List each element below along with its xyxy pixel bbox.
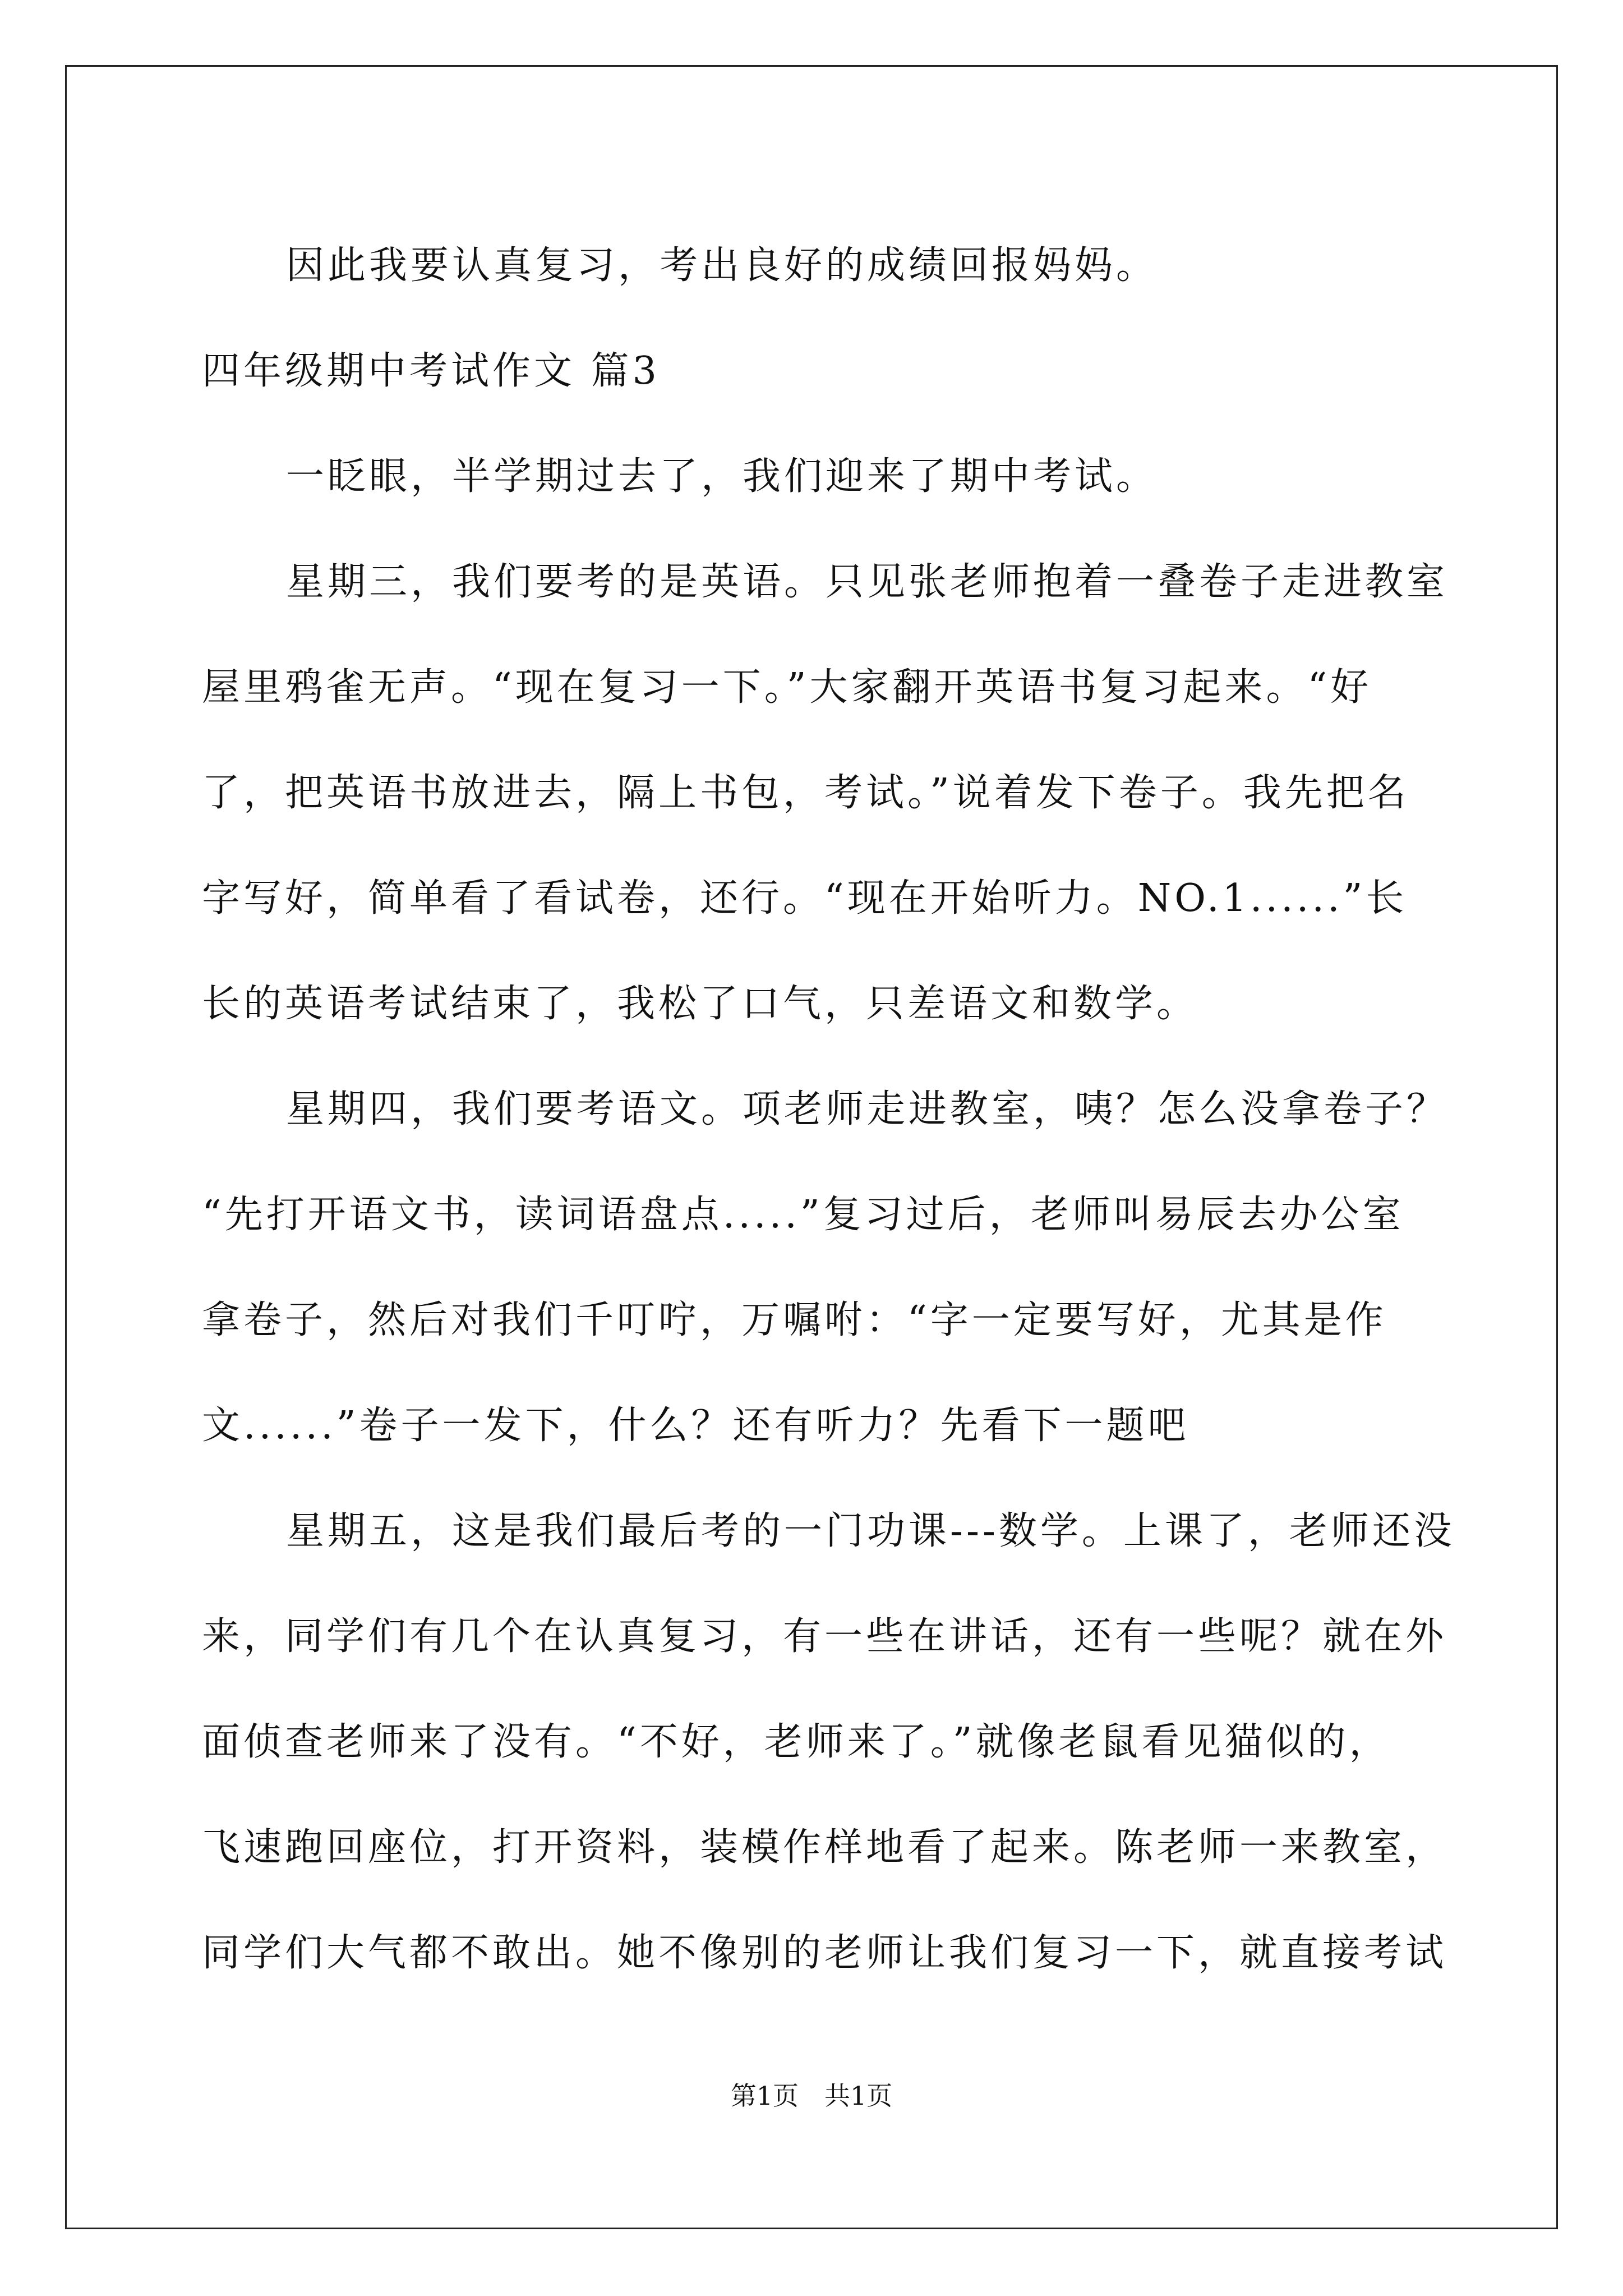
- section-heading: 四年级期中考试作文 篇3: [202, 349, 660, 393]
- text-line: 星期三，我们要考的是英语。只见张老师抱着一叠卷子走进教室: [286, 560, 1449, 604]
- text-line: 长的英语考试结束了，我松了口气，只差语文和数学。: [202, 982, 1198, 1026]
- text-line: 来，同学们有几个在认真复习，有一些在讲话，还有一些呢？就在外: [202, 1614, 1447, 1659]
- text-line: 同学们大气都不敢出。她不像别的老师让我们复习一下，就直接考试: [202, 1931, 1447, 1975]
- text-line: 拿卷子，然后对我们千叮咛，万嘱咐：“字一定要写好，尤其是作: [202, 1298, 1387, 1342]
- text-line: 屋里鸦雀无声。“现在复习一下。”大家翻开英语书复习起来。“好: [202, 665, 1372, 710]
- text-line: 一眨眼，半学期过去了，我们迎来了期中考试。: [286, 454, 1158, 499]
- text-line: “先打开语文书，读词语盘点.....”复习过后，老师叫易辰去办公室: [202, 1193, 1404, 1237]
- text-line: 面侦查老师来了没有。“不好，老师来了。”就像老鼠看见猫似的，: [202, 1720, 1391, 1764]
- document-body: [202, 213, 1455, 2006]
- text-line: 星期四，我们要考语文。项老师走进教室，咦？怎么没拿卷子？: [286, 1087, 1449, 1131]
- text-line: 因此我要认真复习，考出良好的成绩回报妈妈。: [286, 243, 1158, 288]
- text-line: 文......”卷子一发下，什么？还有听力？先看下一题吧: [202, 1404, 1189, 1448]
- text-line: 星期五，这是我们最后考的一门功课---数学。上课了，老师还没: [286, 1509, 1455, 1553]
- page-number: 第1页 共1页: [730, 2081, 893, 2111]
- text-line: 字写好，简单看了看试卷，还行。“现在开始听力。NO.1......”长: [202, 876, 1408, 921]
- text-line: 飞速跑回座位，打开资料，装模作样地看了起来。陈老师一来教室，: [202, 1825, 1447, 1870]
- text-line: 了，把英语书放进去，隔上书包，考试。”说着发下卷子。我先把名: [202, 771, 1409, 815]
